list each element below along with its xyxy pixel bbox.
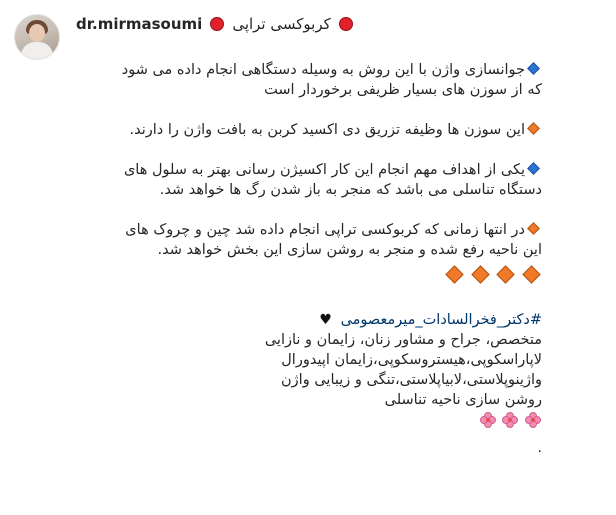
caption-paragraph — [72, 220, 542, 260]
orange-diamond-icon — [471, 265, 489, 283]
hashtag-line — [72, 310, 542, 330]
caption-line: در انتها زمانی که کربوکسی تراپی انجام داده شد چین و چروک های — [125, 222, 525, 238]
bio-line: روشن سازی ناحیه تناسلی — [384, 392, 542, 408]
hibiscus-icon — [480, 412, 496, 428]
trailing-period: . — [537, 440, 542, 456]
blue-diamond-icon — [527, 162, 540, 175]
orange-diamond-icon — [527, 222, 540, 235]
profile-avatar[interactable] — [14, 14, 60, 60]
caption-paragraph — [72, 120, 542, 140]
bio-line: واژینوپلاستی،لابیاپلاستی،تنگی و زیبایی واژن — [281, 372, 542, 388]
caption-paragraph — [72, 60, 542, 100]
hibiscus-icon — [525, 412, 541, 428]
orange-diamond-icon — [522, 265, 540, 283]
black-heart-icon: ♥ — [319, 312, 332, 328]
bio-line: لاپاراسکوپی،هیستروسکوپی،زایمان اپیدورال — [281, 352, 542, 368]
bio-line: متخصص، جراح و مشاور زنان، زایمان و نازایی — [264, 332, 542, 348]
username-link[interactable]: dr.mirmasoumi — [76, 15, 203, 33]
orange-diamond-icon — [445, 265, 463, 283]
diamond-row — [72, 268, 542, 288]
caption-line: یکی از اهداف مهم انجام این کار اکسیژن رسانی بهتر به سلول های — [123, 162, 525, 178]
flower-row — [72, 412, 542, 434]
red-circle-icon — [210, 17, 224, 31]
post-caption — [72, 60, 542, 458]
caption-line: این سوزن ها وظیفه تزریق دی اکسید کربن به بافت واژن را دارند. — [129, 122, 525, 138]
blue-diamond-icon — [527, 62, 540, 75]
hashtag-link[interactable]: #دکتر_فخرالسادات_میرمعصومی — [340, 312, 542, 328]
caption-paragraph — [72, 160, 542, 200]
red-circle-icon — [339, 17, 353, 31]
post-header — [76, 14, 353, 34]
orange-diamond-icon — [497, 265, 515, 283]
caption-line: که از سوزن های بسیار ظریفی برخوردار است — [264, 82, 542, 98]
caption-line: جوانسازی واژن با این روش به وسیله دستگاهی انجام داده می شود — [121, 62, 525, 78]
bio-block — [72, 330, 542, 410]
caption-line: این ناحیه رفع شده و منجر به روشن سازی این بخش خواهد شد. — [157, 242, 542, 258]
hibiscus-icon — [502, 412, 518, 428]
caption-line: دستگاه تناسلی می باشد که منجر به باز شدن رگ ها خواهد شد. — [159, 182, 542, 198]
orange-diamond-icon — [527, 122, 540, 135]
caption-title: کربوکسی تراپی — [232, 15, 331, 33]
